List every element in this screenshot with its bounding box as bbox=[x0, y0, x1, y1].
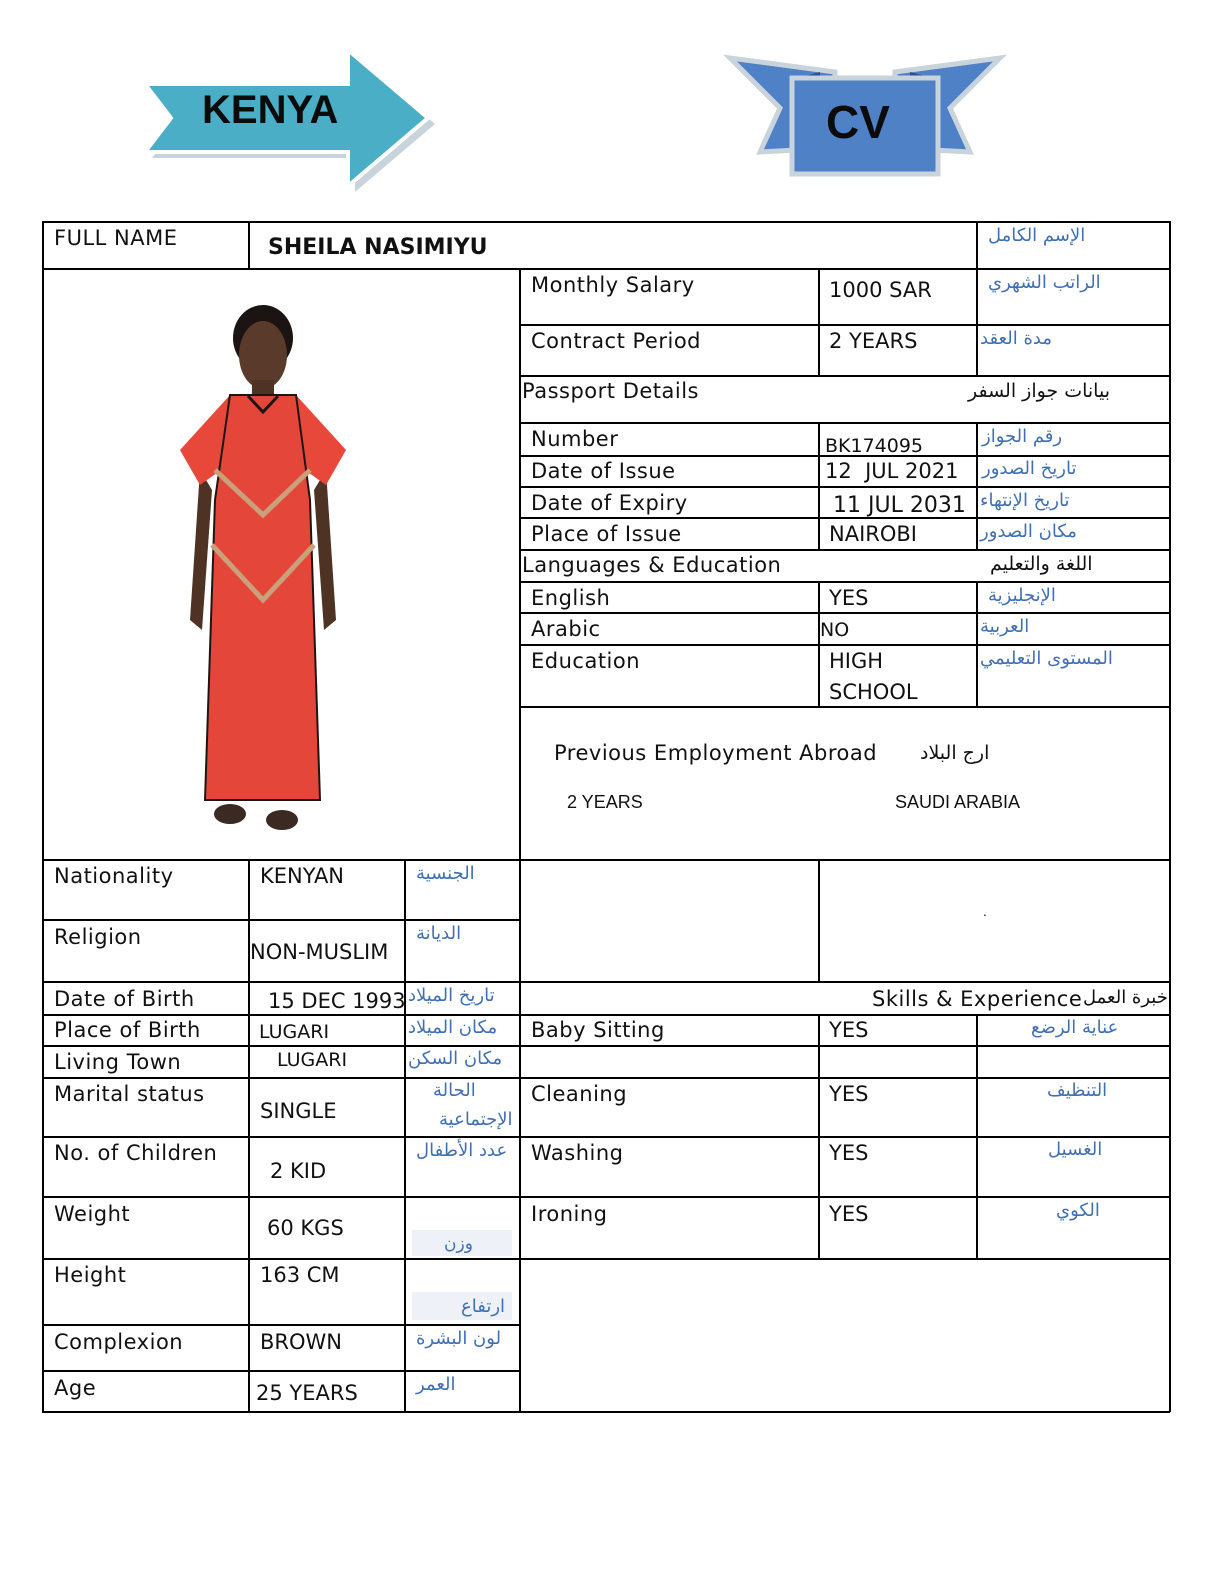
weight-ar: وزن bbox=[444, 1234, 473, 1254]
town-ar: مكان السكن bbox=[408, 1048, 503, 1069]
marital-ar-line1: الحالة bbox=[433, 1080, 476, 1101]
english-ar: الإنجليزية bbox=[988, 585, 1056, 606]
washing-value: YES bbox=[829, 1141, 869, 1165]
complexion-ar: لون البشرة bbox=[416, 1328, 502, 1349]
education-label: Education bbox=[531, 649, 641, 673]
dob-value: 15 DEC 1993 bbox=[268, 989, 406, 1013]
full-name-ar: الإسم الكامل bbox=[988, 225, 1086, 246]
salary-ar: الراتب الشهري bbox=[988, 272, 1101, 293]
arabic-value: NO bbox=[820, 619, 850, 641]
arabic-ar: العربية bbox=[980, 616, 1030, 637]
washing-label: Washing bbox=[531, 1141, 624, 1165]
issue-place-ar: مكان الصدور bbox=[980, 521, 1077, 542]
marital-label: Marital status bbox=[54, 1082, 205, 1106]
height-value: 163 CM bbox=[260, 1263, 340, 1287]
religion-ar: الديانة bbox=[416, 923, 462, 944]
baby-sitting-value: YES bbox=[829, 1018, 869, 1042]
passport-number-label: Number bbox=[531, 427, 619, 451]
religion-label: Religion bbox=[54, 925, 142, 949]
expiry-date-value: 11 JUL 2031 bbox=[833, 493, 966, 518]
expiry-date-label: Date of Expiry bbox=[531, 491, 688, 515]
employment-country: SAUDI ARABIA bbox=[895, 792, 1021, 812]
country-title: KENYA bbox=[202, 88, 339, 132]
issue-date-ar: تاريخ الصدور bbox=[982, 458, 1077, 479]
ironing-label: Ironing bbox=[531, 1202, 608, 1226]
nationality-ar: الجنسية bbox=[416, 863, 475, 884]
weight-label: Weight bbox=[54, 1202, 131, 1226]
education-ar: المستوى التعليمي bbox=[980, 648, 1113, 669]
english-label: English bbox=[531, 586, 611, 610]
employment-duration: 2 YEARS bbox=[567, 792, 643, 812]
height-ar: ارتفاع bbox=[461, 1296, 506, 1317]
baby-sitting-ar: عناية الرضع bbox=[1031, 1017, 1119, 1038]
baby-sitting-label: Baby Sitting bbox=[531, 1018, 665, 1042]
ironing-value: YES bbox=[829, 1202, 869, 1226]
cleaning-label: Cleaning bbox=[531, 1082, 628, 1106]
salary-value: 1000 SAR bbox=[829, 278, 932, 302]
age-ar: العمر bbox=[416, 1374, 456, 1395]
employment-title: Previous Employment Abroad bbox=[554, 741, 878, 765]
english-value: YES bbox=[829, 586, 869, 610]
arabic-label: Arabic bbox=[531, 617, 601, 641]
period-value: 2 YEARS bbox=[829, 329, 918, 353]
skills-title: Skills & Experience bbox=[872, 987, 1083, 1011]
town-value: LUGARI bbox=[277, 1049, 348, 1071]
washing-ar: الغسيل bbox=[1048, 1139, 1103, 1160]
candidate-photo bbox=[160, 300, 360, 840]
age-label: Age bbox=[54, 1376, 97, 1400]
education-value-line1: HIGH bbox=[829, 649, 884, 673]
pob-ar: مكان الميلاد bbox=[408, 1017, 498, 1038]
passport-number-ar: رقم الجواز bbox=[982, 426, 1063, 447]
period-label: Contract Period bbox=[531, 329, 701, 353]
children-value: 2 KID bbox=[270, 1159, 327, 1183]
passport-number-value: BK174095 bbox=[825, 435, 924, 457]
cv-title: CV bbox=[826, 96, 890, 148]
passport-title-ar: بيانات جواز السفر bbox=[968, 380, 1110, 402]
cleaning-value: YES bbox=[829, 1082, 869, 1106]
nationality-label: Nationality bbox=[54, 864, 174, 888]
issue-date-label: Date of Issue bbox=[531, 459, 676, 483]
languages-title-ar: اللغة والتعليم bbox=[990, 553, 1093, 575]
town-label: Living Town bbox=[54, 1050, 182, 1074]
height-label: Height bbox=[54, 1263, 127, 1287]
ironing-ar: الكوي bbox=[1056, 1200, 1100, 1221]
age-value: 25 YEARS bbox=[256, 1381, 358, 1405]
pob-label: Place of Birth bbox=[54, 1018, 201, 1042]
issue-place-value: NAIROBI bbox=[829, 522, 917, 546]
complexion-value: BROWN bbox=[260, 1330, 343, 1354]
children-label: No. of Children bbox=[54, 1141, 218, 1165]
issue-place-label: Place of Issue bbox=[531, 522, 682, 546]
expiry-date-ar: تاريخ الإنتهاء bbox=[980, 490, 1070, 511]
blank-cell-mark: . bbox=[983, 905, 987, 919]
skills-title-ar: خبرة العمل bbox=[1083, 987, 1168, 1008]
pob-value: LUGARI bbox=[259, 1021, 330, 1043]
period-ar: مدة العقد bbox=[980, 328, 1052, 349]
languages-title: Languages & Education bbox=[522, 553, 782, 577]
dob-ar: تاريخ الميلاد bbox=[408, 985, 495, 1006]
weight-value: 60 KGS bbox=[267, 1216, 344, 1240]
nationality-value: KENYAN bbox=[260, 864, 345, 888]
issue-date-value: 12 JUL 2021 bbox=[825, 459, 959, 483]
marital-ar-line2: الإجتماعية bbox=[439, 1109, 513, 1130]
religion-value: NON-MUSLIM bbox=[250, 940, 389, 964]
salary-label: Monthly Salary bbox=[531, 273, 695, 297]
education-value-line2: SCHOOL bbox=[829, 680, 918, 704]
passport-title: Passport Details bbox=[522, 379, 699, 403]
children-ar: عدد الأطفال bbox=[416, 1140, 508, 1161]
full-name-value: SHEILA NASIMIYU bbox=[268, 235, 488, 260]
complexion-label: Complexion bbox=[54, 1330, 184, 1354]
employment-title-ar: ارج البلاد bbox=[920, 742, 990, 764]
marital-value: SINGLE bbox=[260, 1099, 337, 1123]
full-name-label: FULL NAME bbox=[54, 226, 178, 250]
cleaning-ar: التنظيف bbox=[1047, 1080, 1108, 1101]
dob-label: Date of Birth bbox=[54, 987, 195, 1011]
